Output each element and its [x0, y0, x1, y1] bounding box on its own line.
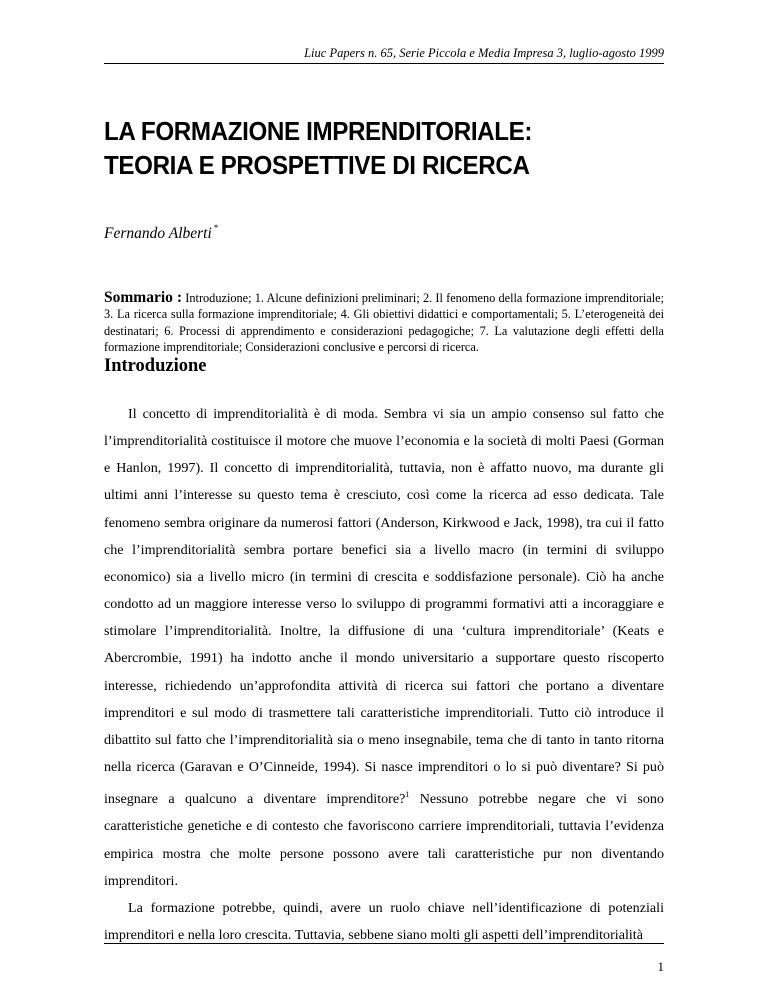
summary-text: Introduzione; 1. Alcune definizioni preliminari; 2. Il fenomeno della formazione imprenditoriale; 3. La ricerca sulla formazione imprenditoriale; 4. Gli obiettivi didattici e comportamentali; 5. L’eterogeneità dei destinatari; 6. Processi di apprendimento e considerazioni pedagogiche; 7. La valutazione degli effetti della formazione imprenditoriale; Considerazioni conclusive e percorsi di ricerca.: [104, 291, 665, 354]
page-number: 1: [657, 959, 664, 974]
paragraph-1-continued: Nessuno potrebbe negare che vi sono caratteristiche genetiche e di contesto che favoriscono carriere imprenditoriali, tuttavia l’evidenza empirica mostra che molte persone possono avere tali caratteristiche pur non diventando imprenditori.: [104, 791, 664, 889]
summary-label: Sommario :: [104, 289, 183, 306]
paragraph: [104, 401, 664, 895]
footnote-reference[interactable]: 1: [405, 790, 410, 800]
paper-title-line-2: TEORIA E PROSPETTIVE DI RICERCA: [104, 150, 530, 180]
running-header: Liuc Papers n. 65, Serie Piccola e Media Impresa 3, luglio-agosto 1999: [304, 46, 664, 60]
header-rule: [104, 63, 664, 64]
paragraph: La formazione potrebbe, quindi, avere un ruolo chiave nell’identificazione di potenziali imprenditori e nella loro crescita. Tuttavia, sebbene siano molti gli aspetti dell’imprenditorialità: [104, 899, 664, 943]
author-line: [104, 223, 218, 243]
paper-title-line-1: LA FORMAZIONE IMPRENDITORIALE:: [104, 116, 533, 146]
paper-title: [104, 114, 625, 182]
summary-block: [104, 290, 664, 355]
section-heading: Introduzione: [104, 356, 207, 376]
body-text: [104, 401, 664, 949]
author-name: Fernando Alberti: [104, 225, 212, 242]
footer-rule: [104, 943, 664, 944]
author-footnote-mark: *: [213, 223, 219, 233]
paragraph-1-text: Il concetto di imprenditorialità è di moda. Sembra vi sia un ampio consenso sul fatto che l’imprenditorialità costituisce il motore che muove l’economia e la società di molti Paesi (Gorman e Hanlon, 1997). Il concetto di imprenditorialità, tuttavia, non è affatto nuovo, ma durante gli ultimi anni l’interesse su questo tema è cresciuto, così come la ricerca ad esso dedicata. Tale fenomeno sembra originare da numerosi fattori (Anderson, Kirkwood e Jack, 1998), tra cui il fatto che l’imprenditorialità sembra portare benefici sia a livello macro (in termini di sviluppo economico) sia a livello micro (in termini di crescita e soddisfazione personale). Ciò ha anche condotto ad un maggiore interesse verso lo sviluppo di programmi formativi atti a incoraggiare e stimolare l’imprenditorialità. Inoltre, la diffusione di una ‘cultura imprenditoriale’ (Keats e Abercrombie, 1991) ha indotto anche il mondo universitario a supportare questo riscoperto interesse, richiedendo un’approfondita attività di ricerca sui fattori che portano a diventare imprenditori e sul modo di trasmettere tali caratteristiche imprenditoriali. Tutto ciò introduce il dibattito sul fatto che l’imprenditorialità sia o meno insegnabile, tema che di tanto in tanto ritorna nella ricerca (Garavan e O’Cinneide, 1994). Si nasce imprenditori o lo si può diventare? Si può insegnare a qualcuno a diventare imprenditore?: [104, 406, 664, 808]
